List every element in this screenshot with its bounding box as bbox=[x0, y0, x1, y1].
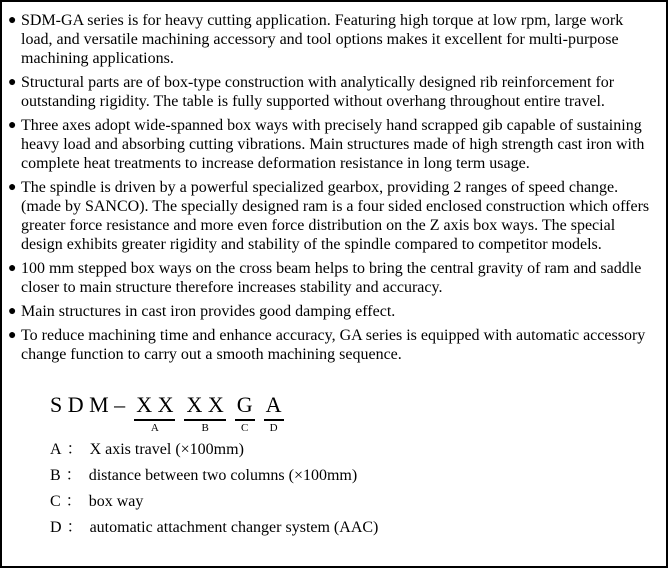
model-code-chars: G bbox=[235, 392, 255, 421]
bullet-icon: ● bbox=[8, 13, 17, 28]
feature-text: To reduce machining time and enhance accuracy, GA series is equipped with automatic accessory change function to carry out a smooth machining sequence. bbox=[21, 327, 646, 363]
model-code-group-b bbox=[184, 392, 225, 435]
legend-key: B bbox=[50, 467, 61, 484]
model-code-group-d bbox=[264, 392, 284, 435]
feature-item bbox=[8, 11, 658, 68]
legend-key: A bbox=[50, 441, 62, 458]
model-code-prefix: S D M – bbox=[50, 392, 126, 417]
feature-item bbox=[8, 259, 658, 297]
legend-key: D bbox=[50, 519, 62, 536]
feature-item bbox=[8, 302, 658, 321]
feature-text: Main structures in cast iron provides good damping effect. bbox=[21, 303, 396, 320]
model-code-chars: X X bbox=[134, 392, 175, 421]
legend-text: automatic attachment changer system (AAC) bbox=[89, 519, 379, 536]
model-code-formula bbox=[50, 392, 658, 435]
legend-row-d bbox=[50, 515, 658, 541]
bullet-icon: ● bbox=[8, 304, 17, 319]
feature-list bbox=[8, 11, 658, 364]
legend-row-b bbox=[50, 463, 658, 489]
model-code-group-label: A bbox=[150, 422, 159, 434]
model-code-legend bbox=[50, 437, 658, 541]
model-code-group-a bbox=[134, 392, 175, 435]
feature-item bbox=[8, 73, 658, 111]
feature-text: The spindle is driven by a powerful specialized gearbox, providing 2 ranges of speed change. (made by SANCO). The specially designed ram is a four sided enclosed construction which offers greater force resistance and more even force distribution on the Z axis box ways. The special design exhibits greater rigidity and stability of the spindle compared to competitor models. bbox=[21, 179, 650, 253]
model-code-group-label: B bbox=[201, 422, 209, 434]
legend-text: X axis travel (×100mm) bbox=[89, 441, 244, 458]
legend-row-c bbox=[50, 489, 658, 515]
feature-text: 100 mm stepped box ways on the cross beam helps to bring the central gravity of ram and saddle closer to main structure therefore increases stability and accuracy. bbox=[21, 260, 642, 296]
legend-separator: ： bbox=[65, 467, 82, 484]
feature-text: Three axes adopt wide-spanned box ways with precisely hand scrapped gib capable of sustaining heavy load and absorbing cutting vibrations. Main structures made of high strength cast iron with complete heat treatments to increase deformation resistance in long term usage. bbox=[21, 117, 645, 172]
feature-item bbox=[8, 116, 658, 173]
model-code-group-c bbox=[235, 392, 255, 435]
feature-text: SDM-GA series is for heavy cutting application. Featuring high torque at low rpm, large work load, and versatile machining accessory and tool options makes it excellent for multi-purpose machining applications. bbox=[21, 12, 624, 67]
bullet-icon: ● bbox=[8, 328, 17, 343]
model-code-group-label: D bbox=[269, 422, 278, 434]
feature-text: Structural parts are of box-type construction with analytically designed rib reinforcement for outstanding rigidity. The table is fully supported without overhang throughout entire travel. bbox=[21, 74, 615, 110]
legend-text: distance between two columns (×100mm) bbox=[88, 467, 358, 484]
bullet-icon: ● bbox=[8, 75, 17, 90]
legend-separator: ： bbox=[65, 493, 82, 510]
model-code-chars: A bbox=[264, 392, 284, 421]
feature-item bbox=[8, 178, 658, 254]
model-code-group-label: C bbox=[241, 422, 249, 434]
bullet-icon: ● bbox=[8, 118, 17, 133]
legend-separator: ： bbox=[66, 441, 83, 458]
bullet-icon: ● bbox=[8, 261, 17, 276]
model-code-chars: X X bbox=[184, 392, 225, 421]
document-content bbox=[2, 2, 666, 541]
feature-item bbox=[8, 326, 658, 364]
legend-key: C bbox=[50, 493, 61, 510]
legend-separator: ： bbox=[66, 519, 83, 536]
legend-text: box way bbox=[88, 493, 144, 510]
legend-row-a bbox=[50, 437, 658, 463]
bullet-icon: ● bbox=[8, 180, 17, 195]
